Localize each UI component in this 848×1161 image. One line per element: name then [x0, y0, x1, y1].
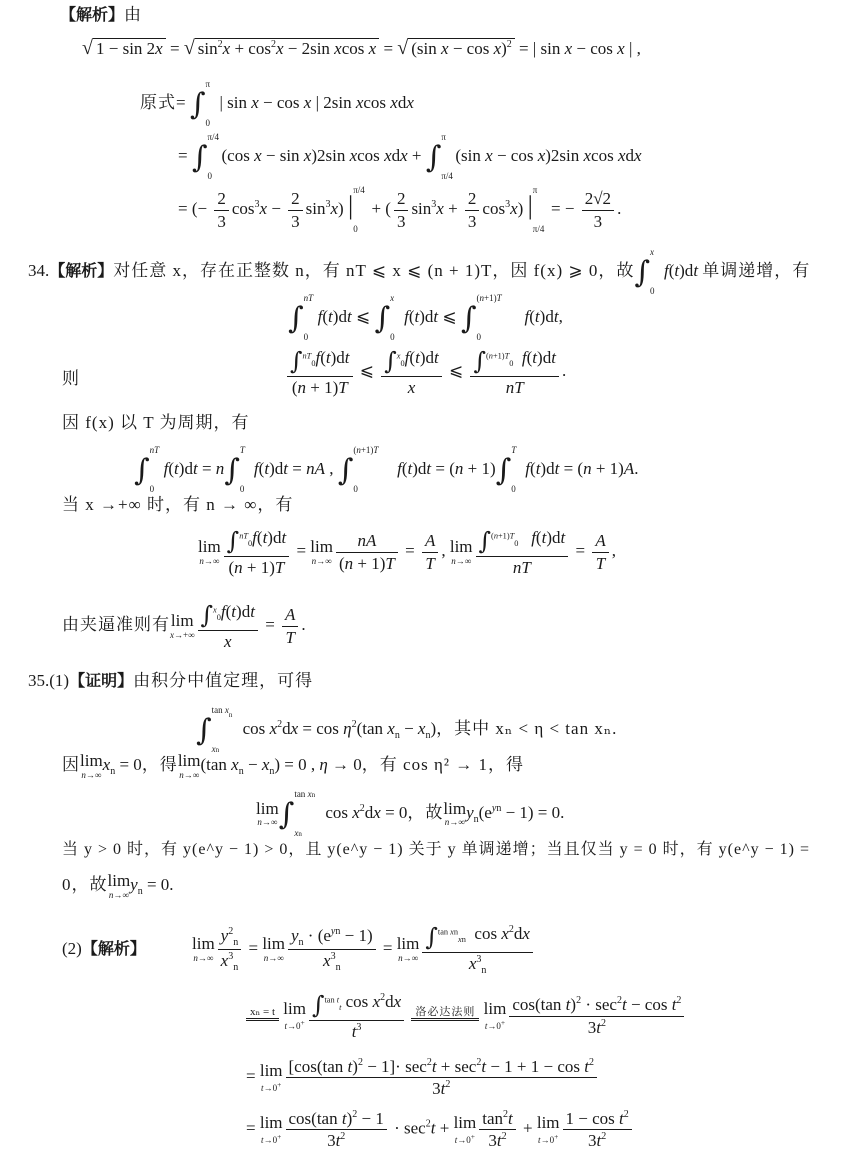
- q35-proof-label: 【证明】: [69, 671, 134, 690]
- q35-part2-label-line: [62, 940, 146, 957]
- q35-limit-zero: lim n→∞ ∫ tan xn xn $\cos x^2dx = 0$，故 lim n→∞ $y_n(e^{yn} - 1) = 0$.: [256, 789, 565, 838]
- q34-inequality: ∫ nT 0 f(t)dt ⩽ ∫ x 0 f(t)dt ⩽ ∫ (n+1)T 0 f(t)dt,: [288, 293, 563, 342]
- integral-result: = (− $\frac{2}{3}$ $\cos^3x$ − $\frac{2}{3}$ $\sin^3x$) | π/4 0 + ( $\frac{2}{3}$ $\sin^3x$ + $\frac{2}{3}$ $\cos^3x$) | π π/4 = − $\frac{2√2}{3}$ .: [178, 185, 622, 234]
- q34-number: 34.: [28, 260, 50, 280]
- q34-intro: 对任意 x，存在正整数 n，有 nT ⩽ x ⩽ (n + 1)T，因 f(x) ⩾ 0，故: [113, 260, 635, 280]
- you-text: 由: [124, 5, 143, 24]
- q34-squeeze-text: 由夹逼准则有: [62, 615, 170, 635]
- substitution-label: xₙ = t: [250, 1006, 276, 1019]
- q35-part2-limit-4: = lim t→0+ $\frac{\cos(\tan t)^2 - 1}{3t^2}$ · $\sec^2t$ + lim t→0+ $\frac{\tan^2t}{3t^2}$ + lim t→0+ $\frac{1 - \cos t^2}{3t^2}$: [246, 1108, 635, 1152]
- sqrt-identity: √ 1 − sin 2x = √ $\sin^2x + \cos^2x - 2\sin$ xcos x = √ (sin x − cos x)$^2$ = | sin x − cos x | ,: [82, 37, 641, 59]
- q35-intro: 由积分中值定理，可得: [133, 671, 314, 690]
- q35-number: 35.(1): [28, 671, 70, 690]
- q35-part2-analysis: 【解析】: [81, 939, 146, 958]
- q35-where: ，其中 xₙ < η < tan xₙ.: [436, 718, 618, 738]
- q35-mean-value: ∫ $\tan x_n$ xn $\cos x^2dx = \cos \eta^2(\tan$ $x_n - x_n$)，其中 xₙ < η < tan xₙ.: [196, 705, 618, 754]
- substitution-arrow: [246, 1007, 279, 1025]
- q35-since: 因 lim n→∞ $x_n = 0$，得 lim n→∞ (tan $x_n - x_n) = 0$ , η → 0，有 cos η² → 1，得: [62, 751, 524, 780]
- q34-limits: lim n→∞ $\frac{\int^{nT}_0f(t)dt}{(n + 1)T}$ = lim n→∞ $\frac{nA}{(n + 1)T}$ = $\frac{A}{T}$ , lim n→∞ $\frac{\int^{(n+1)T}_0 f(t)dt}{nT}$ = $\frac{A}{T}$ ,: [198, 527, 616, 577]
- q34-line: 34.【解析】对任意 x，存在正整数 n，有 nT ⩽ x ⩽ (n + 1)T，因 f(x) ⩾ 0，故∫ x 0 f(t)dt 单调递增，有: [28, 247, 811, 296]
- q35-hence-text: ，故: [407, 802, 444, 822]
- q35-since-text: 因: [62, 755, 80, 775]
- q34-analysis-label: 【解析】: [49, 260, 114, 280]
- q35-part2-number: (2): [62, 939, 82, 958]
- q34-ze-label: 则: [62, 369, 79, 388]
- q35-part2-limit-1: lim n→∞ $\frac{y^2_n}{x^3_n}$ = lim n→∞ $\frac{y_n \cdot (e^{yn} - 1)}{x^3_n}$ = lim n→∞ $\frac{\int^{tan xn}_{xn} \cos x^2dx}{x^3_n}$: [192, 922, 536, 978]
- yuanshi-label: 原式: [140, 92, 176, 112]
- analysis-label: 【解析】: [60, 5, 125, 24]
- lhopital-arrow: [411, 1007, 479, 1025]
- q35-part2-limit-3: = lim t→0+ $\frac{[\cos(\tan t)^2 - 1]\cdot \sec^2t + \sec^2t - 1 + 1 - \cos t^2}{3t^2}$: [246, 1056, 600, 1100]
- q34-periodic: 因 f(x) 以 T 为周期，有: [62, 413, 250, 432]
- q35-conclusion: 0，故 lim n→∞ $y_n = 0$.: [62, 871, 174, 900]
- q35-got-text: ，得: [141, 755, 178, 775]
- split-integral: = ∫ π/4 0 (cos x − sin x)2sin xcos xdx + ∫ π π/4 (sin x − cos x)2sin xcos xdx: [178, 132, 642, 181]
- q35-zero-text: 0，故: [62, 875, 108, 895]
- q34-period-identity: ∫ nT 0 f(t)dt = n∫ T 0 f(t)dt = nA , ∫ (n+1)T 0 f(t)dt = (n + 1)∫ T 0 f(t)dt = (n + 1)A.: [134, 445, 639, 494]
- original-integral: 原式= ∫ π 0 | sin x − cos x | 2sin xcos xdx: [140, 79, 414, 128]
- q34-intro-end: 单调递增，有: [702, 260, 811, 280]
- lhopital-label: 洛必达法则: [415, 1006, 476, 1019]
- q34-ratio-inequality: $\frac{\int^{nT}_0f(t)dt}{(n + 1)T}$ ⩽ $\frac{\int^x_0f(t)dt}{x}$ ⩽ $\frac{\int^{(n+1)T}_0 f(t)dt}{nT}$ .: [284, 346, 566, 398]
- q35-line: [28, 672, 313, 689]
- q34-when-x-inf: 当 x →+∞ 时，有 n → ∞，有: [62, 495, 294, 514]
- q35-when-y: 当 y > 0 时，有 y(e^y − 1) > 0，且 y(e^y − 1) 关于 y 单调递增；当且仅当 y = 0 时，有 y(e^y − 1) =: [62, 841, 810, 858]
- q34-squeeze: 由夹逼准则有 lim x→+∞ $\frac{\int^x_0f(t)dt}{x}$ = $\frac{A}{T}$ .: [62, 601, 306, 651]
- intro-line: [60, 6, 142, 23]
- q35-part2-limit-2: xₙ = t lim t→0+ $\frac{\int^{tan t}_t \cos x^2dx}{t^3}$ 洛必达法则 lim t→0+ $\frac{\cos(\tan t)^2 \cdot \sec^2t - \cos t^2}{3t^2}$: [246, 990, 687, 1042]
- q35-have-text: ，有 cos η² → 1，得: [361, 755, 524, 775]
